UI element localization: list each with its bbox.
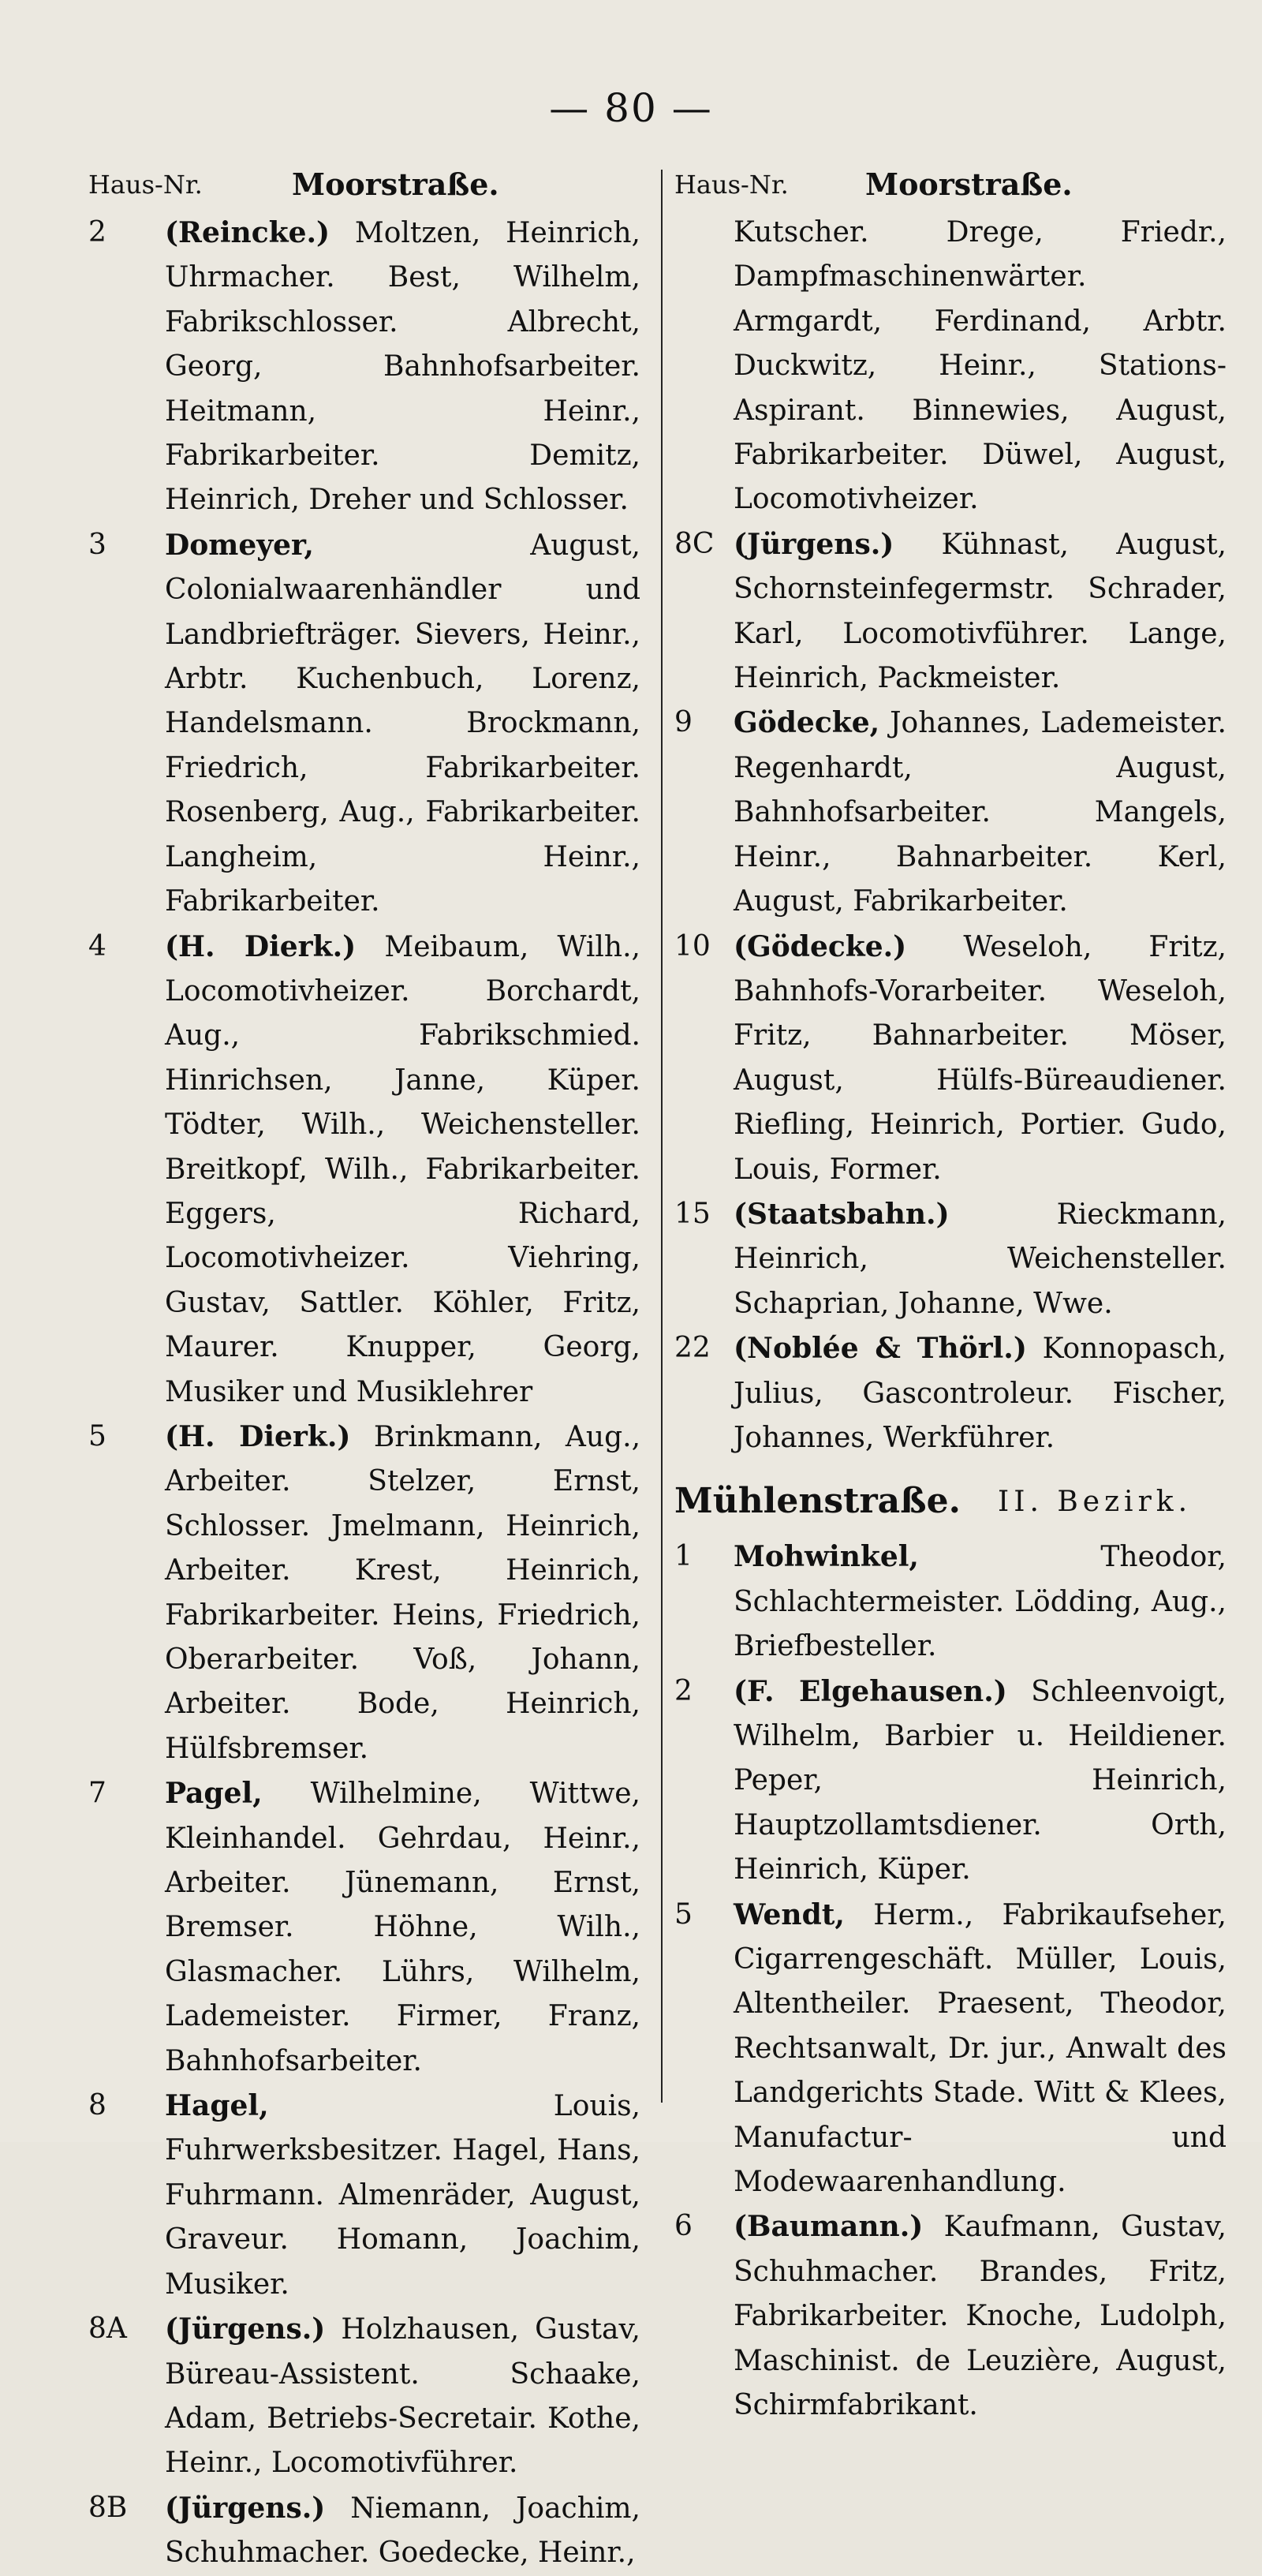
house-number: 2 [88,216,106,249]
address-entry [674,1192,1227,1326]
house-number: 15 [674,1197,711,1230]
residents-text: Louis, Fuhrwerksbesitzer. Hagel, Hans, Fuhrmann. Almenräder, August, Graveur. Homann, Joachim, Musiker. [165,2090,640,2301]
owner-name: Pagel, [165,1777,263,1811]
house-number: 8B [88,2491,128,2524]
residents-text: Niemann, Joachim, Schuhmacher. Goedecke, Heinr., [165,2492,640,2570]
house-number: 1 [674,1540,693,1573]
address-entry [674,1893,1227,2205]
house-number-label: Haus-Nr. [674,170,789,200]
continued-entry [674,211,1227,522]
owner-name: (Noblée & Thörl.) [734,1332,1027,1366]
right-column [674,162,1227,2428]
residents-text: Weseloh, Fritz, Bahnhofs-Vorarbeiter. Weseloh, Fritz, Bahnarbeiter. Möser, August, Hülfs-Büreaudiener. Riefling, Heinrich, Portier. Gudo, Louis, Former. [734,930,1227,1186]
house-number: 22 [674,1332,711,1365]
address-entry [88,2084,640,2307]
left-column [88,162,640,2576]
address-entry [88,523,640,925]
owner-name: (Gödecke.) [734,929,907,963]
residents-text: Rieckmann, Heinrich, Weichensteller. Schaprian, Johanne, Wwe. [734,1198,1227,1320]
street-name: Moorstraße. [292,166,499,202]
residents-text: August, Colonialwaarenhändler und Landbriefträger. Sievers, Heinr., Arbtr. Kuchenbuch, Lorenz, Handelsmann. Brockmann, Friedrich, Fabrikarbeiter. Rosenberg, Aug., Fabrikarbeiter. Langheim, Heinr., Fabrikarbeiter. [165,529,640,918]
house-number: 3 [88,528,106,561]
address-entry [674,925,1227,1192]
address-entry [88,2307,640,2486]
residents-text: Kaufmann, Gustav, Schuhmacher. Brandes, Fritz, Fabrikarbeiter. Knoche, Ludolph, Maschinist. de Leuzière, August, Schirmfabrikant. [734,2211,1227,2422]
owner-name: (Jürgens.) [165,2491,326,2525]
address-entry [674,522,1227,701]
owner-name: Gödecke, [734,706,880,740]
address-entry [674,1326,1227,1460]
address-entry [674,701,1227,924]
house-number-label: Haus-Nr. [88,170,203,200]
residents-text: Schleenvoigt, Wilhelm, Barbier u. Heildiener. Peper, Heinrich, Hauptzollamtsdiener. Orth, Heinrich, Küper. [734,1675,1227,1886]
address-entry [88,925,640,1415]
residents-text: Meibaum, Wilh., Locomotivheizer. Borchardt, Aug., Fabrikschmied. Hinrichsen, Janne, Küper. Tödter, Wilh., Weichensteller. Breitkopf, Wilh., Fabrikarbeiter. Eggers, Richard, Locomotivheizer. Viehring, Gustav, Sattler. Köhler, Fritz, Maurer. Knupper, Georg, Musiker und Musiklehrer [165,930,640,1408]
owner-name: Mohwinkel, [734,1540,919,1574]
residents-text: Holzhausen, Gustav, Büreau-Assistent. Schaake, Adam, Betriebs-Secretair. Kothe, Heinr., Locomotivführer. [165,2313,640,2480]
street-name: Mühlenstraße. [674,1481,961,1522]
owner-name: Hagel, [165,2089,269,2123]
house-number: 8A [88,2312,127,2346]
district-label: II. Bezirk. [998,1486,1193,1519]
owner-name: (Reincke.) [165,216,330,249]
residents-text: Theodor, Schlachtermeister. Lödding, Aug., Briefbesteller. [734,1541,1227,1663]
owner-name: (H. Dierk.) [165,929,357,963]
street-name: Moorstraße. [865,166,1073,202]
owner-name: (Staatsbahn.) [734,1197,950,1231]
residents-text: Wilhelmine, Wittwe, Kleinhandel. Gehrdau, Heinr., Arbeiter. Jünemann, Ernst, Bremser. Höhne, Wilh., Glasmacher. Lührs, Wilhelm, Lademeister. Firmer, Franz, Bahnhofsarbeiter. [165,1778,640,2077]
house-number: 6 [674,2210,693,2243]
house-number: 10 [674,929,711,963]
house-number: 5 [674,1897,693,1931]
residents-text: Kühnast, August, Schornsteinfegermstr. Schrader, Karl, Locomotivführer. Lange, Heinrich, Packmeister. [734,528,1227,695]
house-number: 8 [88,2089,106,2122]
house-number: 7 [88,1777,106,1810]
owner-name: (F. Elgehausen.) [734,1674,1007,1708]
address-entry [88,1415,640,1771]
address-entry [88,211,640,523]
residents-text: Moltzen, Heinrich, Uhrmacher. Best, Wilhelm, Fabrikschlosser. Albrecht, Georg, Bahnhofsarbeiter. Heitmann, Heinr., Fabrikarbeiter. Demitz, Heinrich, Dreher und Schlosser. [165,217,640,517]
left-column-header [88,162,640,211]
residents-text: Konnopasch, Julius, Gascontroleur. Fischer, Johannes, Werkführer. [734,1333,1227,1454]
house-number: 5 [88,1419,106,1453]
house-number: 2 [674,1674,693,1707]
owner-name: (Baumann.) [734,2210,924,2244]
continued-text: Kutscher. Drege, Friedr., Dampfmaschinenwärter. Armgardt, Ferdinand, Arbtr. Duckwitz, Heinr., Stations-Aspirant. Binnewies, August, Fabrikarbeiter. Düwel, August, Locomotivheizer. [734,216,1227,516]
address-entry [674,1535,1227,1669]
house-number: 8C [674,527,715,560]
street-section-header [674,1481,1227,1535]
house-number: 9 [674,706,693,739]
address-entry [674,1669,1227,1893]
right-column-header [674,162,1227,211]
residents-text: Brinkmann, Aug., Arbeiter. Stelzer, Ernst, Schlosser. Jmelmann, Heinrich, Arbeiter. Krest, Heinrich, Fabrikarbeiter. Heins, Friedrich, Oberarbeiter. Voß, Johann, Arbeiter. Bode, Heinrich, Hülfsbremser. [165,1420,641,1765]
owner-name: (Jürgens.) [734,527,894,561]
residents-text: Johannes, Lademeister. Regenhardt, August, Bahnhofsarbeiter. Mangels, Heinr., Bahnarbeiter. Kerl, August, Fabrikarbeiter. [734,707,1227,918]
owner-name: Domeyer, [165,528,314,562]
owner-name: (H. Dierk.) [165,1419,351,1453]
address-entry [674,2204,1227,2428]
address-entry [88,2486,640,2576]
residents-text: Herm., Fabrikaufseher, Cigarrengeschäft. Müller, Louis, Altentheiler. Praesent, Theodor, Rechtsanwalt, Dr. jur., Anwalt des Landgerichts Stade. Witt & Klees, Manufactur- und Modewaarenhandlung. [734,1898,1227,2199]
owner-name: (Jürgens.) [165,2312,326,2346]
column-divider [661,170,663,2103]
address-entry [88,1771,640,2084]
house-number: 4 [88,929,106,963]
owner-name: Wendt, [734,1897,845,1931]
page-number: — 80 — [549,85,713,131]
